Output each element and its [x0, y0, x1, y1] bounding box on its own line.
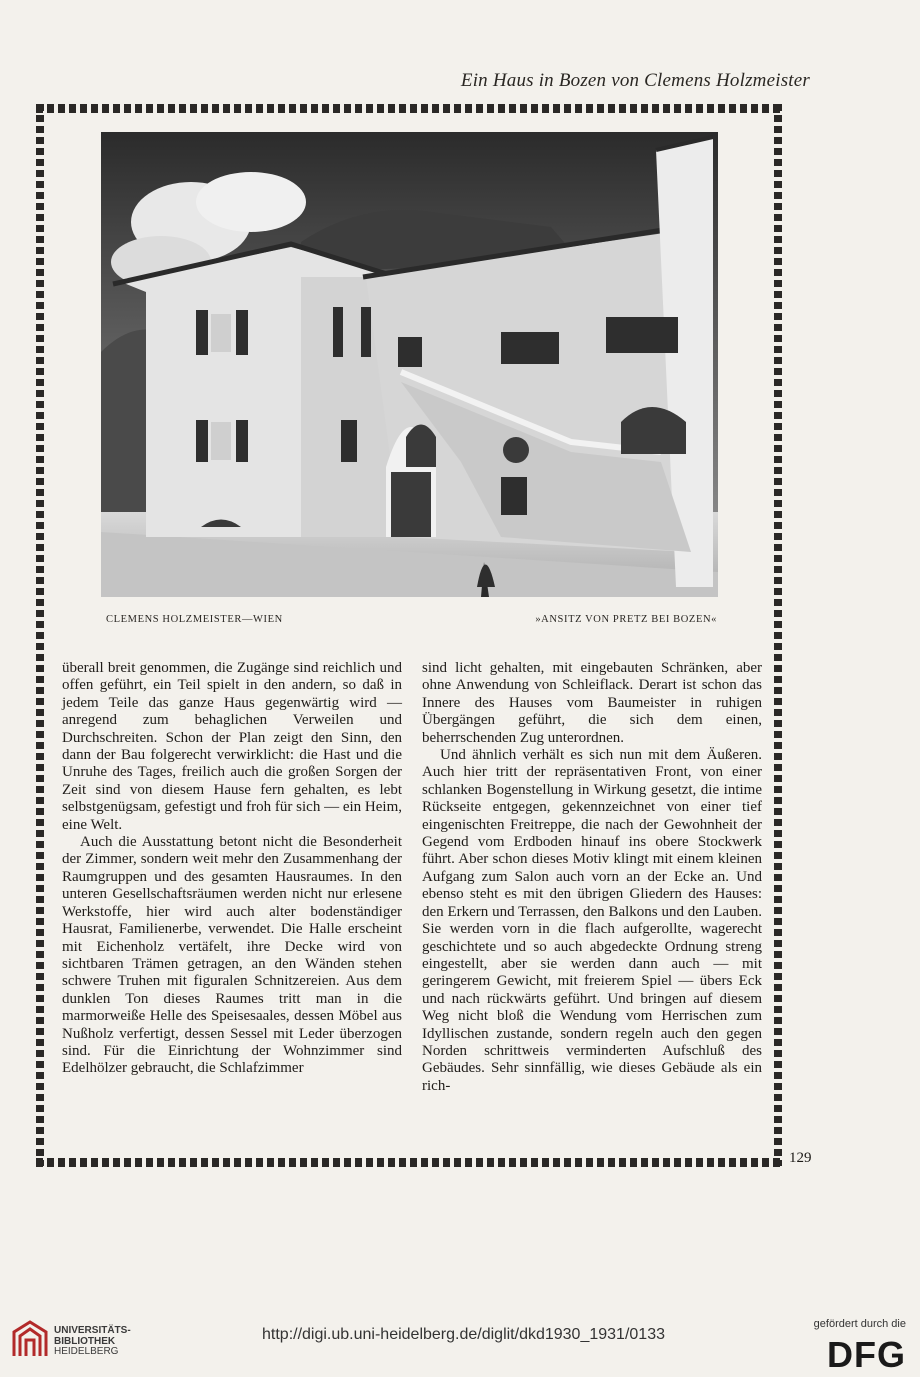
frame-bottom-border — [36, 1158, 782, 1167]
text-column-right — [422, 660, 762, 1095]
caption-architect: CLEMENS HOLZMEISTER—WIEN — [106, 614, 283, 625]
library-line: UNIVERSITÄTS- — [54, 1325, 131, 1336]
library-line: BIBLIOTHEK — [54, 1335, 116, 1347]
paragraph: sind licht gehalten, mit eingebauten Schränken, aber ohne Anwendung von Schleiflack. Derart ist schon das Innere des Hauses vom Baumeister in ruhigen Übergängen geführt, die sich dem einen, beherrschenden Zug unterordnen. — [422, 660, 762, 746]
dfg-logo: DFG — [827, 1334, 906, 1375]
library-line: HEIDELBERG — [54, 1346, 119, 1357]
frame-right-border — [774, 104, 782, 1166]
funding-note: gefördert durch die — [813, 1318, 906, 1330]
frame-left-border — [36, 104, 44, 1166]
paragraph: Auch die Ausstattung betont nicht die Besonderheit der Zimmer, sondern weit mehr den Zusammenhang der Raumgruppen und des gesamten Hausraumes. In den unteren Gesellschaftsräumen werden nicht nur erlesene Werkstoffe, hier wird auch alter bodenständiger Hausrat, Familienerbe, verwendet. Die Halle erscheint mit Eichenholz vertäfelt, ihre Decke wird von sichtbaren Trämen getragen, an den Wänden stehen schwere Truhen mit figuralen Schnitzereien. Aus dem dunklen Ton dieses Raumes tritt man in die marmorweiße Helle des Speisesaales, dessen Möbel aus Nußholz verfertigt, dessen Sessel mit Leder überzogen sind. Für die Einrichtung der Wohnzimmer sind Edelhölzer gebraucht, die Schlafzimmer — [62, 834, 402, 1077]
house-photograph — [101, 132, 718, 597]
university-library-logo-icon — [10, 1318, 50, 1360]
caption-building: »ANSITZ VON PRETZ BEI BOZEN« — [535, 614, 717, 625]
library-name — [54, 1326, 131, 1358]
paragraph: überall breit genommen, die Zugänge sind reichlich und offen geführt, ein Teil spielt in den andern, so daß in jedem Teile das ganze Haus gegenwärtig wird — anregend zum behaglichen Verweilen und Durchschreiten. Schon der Plan zeigt den Sinn, den dann der Bau folgerecht verwirklicht: die Hast und die Unruhe des Tages, freilich auch die großen Sorgen der Zeit sind von diesem Hause fern gehalten, es lebt selbstgenügsam, gefestigt und froh für sich — ein Heim, eine Welt. — [62, 660, 402, 833]
text-column-left — [62, 660, 402, 1078]
frame-top-border — [36, 104, 782, 113]
page-number: 129 — [789, 1150, 812, 1166]
permalink-url[interactable]: http://digi.ub.uni-heidelberg.de/diglit/dkd1930_1931/0133 — [262, 1326, 665, 1343]
paragraph: Und ähnlich verhält es sich nun mit dem Äußeren. Auch hier tritt der repräsentativen Front, von einer schlanken Bogenstellung in Wirkung gesetzt, die intime Rückseite entgegen, gekennzeichnet von einer tief eingenischten Freitreppe, die nach der Gewohnheit der Gegend vom Erdboden hinauf ins obere Stockwerk führt. Aber schon dieses Motiv klingt mit einem kleinen Aufgang zum Salon auch vorn an der Ecke an. Und ebenso steht es mit den übrigen Gliedern des Hauses: den Erkern und Terrassen, den Balkons und den Lauben. Sie werden vorn in die flach aufgerollte, wagerecht geschichtete und so auch abgedeckte Ordnung streng eingestellt, aber sie werden dann auch — mit geringerem Gewicht, mit freierem Spiel — übers Eck und nach rückwärts geführt. Und bringen auf diesem Weg nicht bloß die Wendung vom Herrischen zum Idyllischen zustande, sondern regeln auch den gegen Norden schrittweis verminderten Aufschluß des Gebäudes. Sehr sinnfällig, wie dieses Gebäude als ein rich- — [422, 747, 762, 1094]
running-head: Ein Haus in Bozen von Clemens Holzmeister — [460, 70, 810, 91]
